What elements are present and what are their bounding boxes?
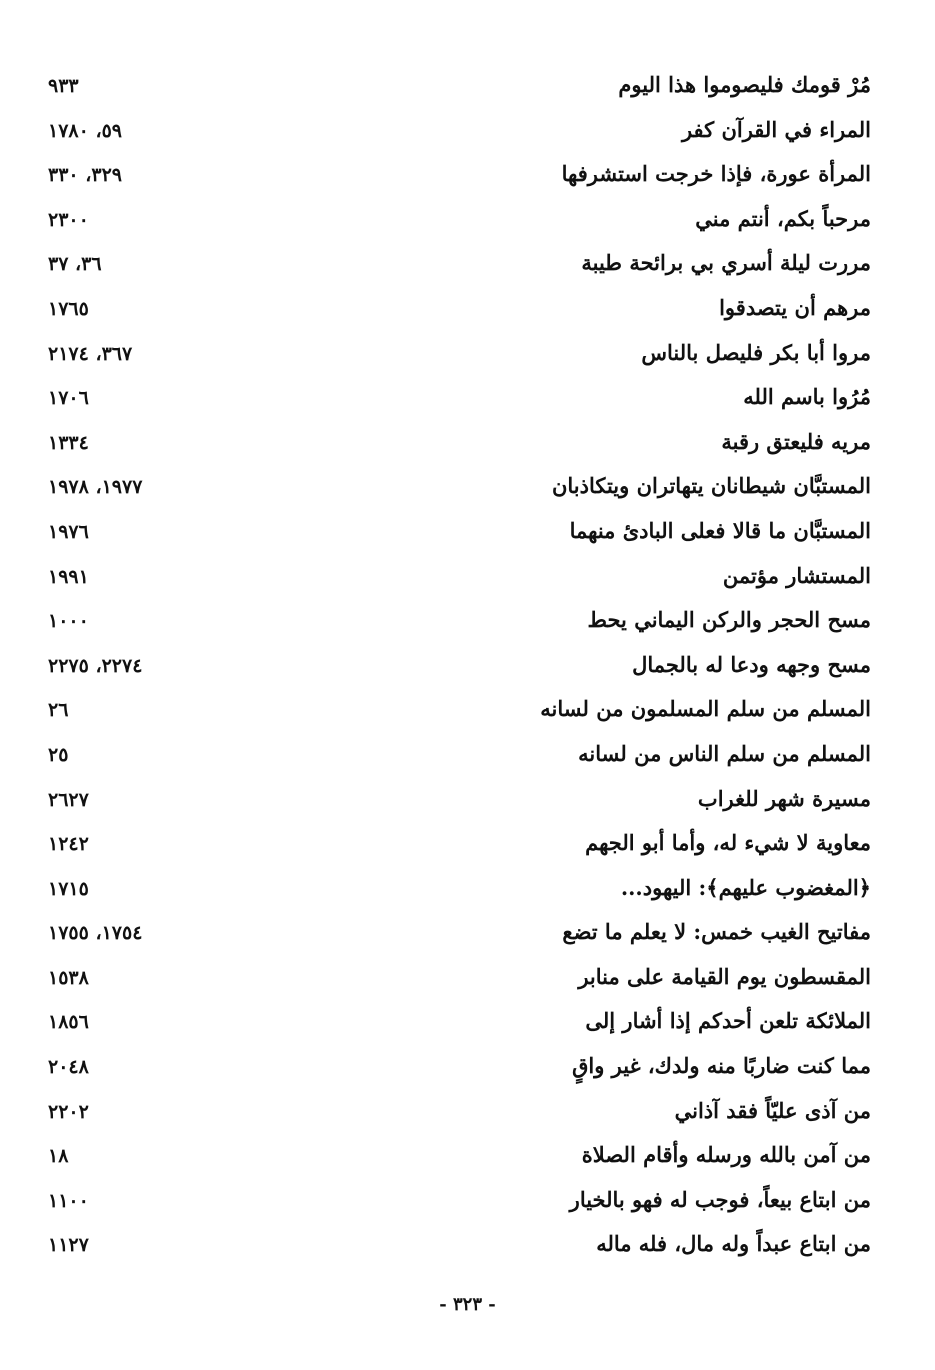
- hadith-reference-numbers: ١٥٣٨: [48, 966, 89, 989]
- hadith-incipit: المرأة عورة، فإذا خرجت استشرفها: [561, 161, 871, 187]
- hadith-incipit: المستشار مؤتمن: [722, 562, 871, 588]
- hadith-index-list: [0, 66, 935, 1270]
- hadith-reference-numbers: ٣٢٩، ٣٣٠: [48, 164, 122, 187]
- hadith-reference-numbers: ٢٦: [48, 699, 69, 722]
- index-entry: [0, 66, 935, 111]
- hadith-reference-numbers: ١٧٥٤، ١٧٥٥: [48, 922, 143, 945]
- hadith-incipit: مسيرة شهر للغراب: [697, 785, 871, 811]
- hadith-incipit: من آذى عليّاً فقد آذاني: [674, 1097, 871, 1123]
- hadith-reference-numbers: ٢٣٠٠: [48, 208, 89, 231]
- hadith-incipit: الملائكة تلعن أحدكم إذا أشار إلى: [585, 1008, 871, 1034]
- index-entry: [0, 111, 935, 156]
- index-entry: [0, 557, 935, 602]
- hadith-reference-numbers: ١٧٦٥: [48, 297, 89, 320]
- hadith-incipit: مسح وجهه ودعا له بالجمال: [632, 651, 871, 677]
- hadith-reference-numbers: ٥٩، ١٧٨٠: [48, 119, 122, 142]
- hadith-incipit: المستبَّان شيطانان يتهاتران ويتكاذبان: [551, 473, 871, 499]
- hadith-reference-numbers: ١٣٣٤: [48, 431, 89, 454]
- hadith-reference-numbers: ٢٢٧٤، ٢٢٧٥: [48, 654, 143, 677]
- hadith-reference-numbers: ٣٦٧، ٢١٧٤: [48, 342, 133, 365]
- hadith-incipit: مرهم أن يتصدقوا: [719, 294, 871, 320]
- hadith-reference-numbers: ٩٣٣: [48, 75, 79, 97]
- hadith-incipit: المستبَّان ما قالا فعلى البادئ منهما: [569, 517, 871, 543]
- hadith-incipit: ﴿المغضوب عليهم﴾: اليهود...: [620, 874, 871, 900]
- hadith-reference-numbers: ١٠٠٠: [48, 610, 89, 633]
- hadith-reference-numbers: ١٢٤٢: [48, 833, 89, 856]
- index-entry: [0, 155, 935, 200]
- hadith-reference-numbers: ١٩٧٦: [48, 520, 89, 543]
- index-entry: [0, 601, 935, 646]
- hadith-reference-numbers: ٢٢٠٢: [48, 1100, 89, 1123]
- index-entry: [0, 334, 935, 379]
- hadith-reference-numbers: ١٧١٥: [48, 877, 89, 900]
- index-entry: [0, 1047, 935, 1092]
- hadith-reference-numbers: ٢٦٢٧: [48, 788, 89, 811]
- hadith-reference-numbers: ١٨: [48, 1145, 69, 1168]
- index-entry: [0, 646, 935, 691]
- hadith-reference-numbers: ١٩٧٧، ١٩٧٨: [48, 476, 143, 499]
- hadith-incipit: معاوية لا شيء له، وأما أبو الجهم: [585, 830, 871, 856]
- hadith-incipit: من ابتاع عبداً وله مال، فله ماله: [596, 1231, 871, 1257]
- hadith-incipit: مما كنت ضاربًا منه ولدك، غير واقٍ: [572, 1053, 871, 1079]
- index-entry: [0, 869, 935, 914]
- hadith-incipit: مسح الحجر والركن اليماني يحط: [587, 607, 871, 633]
- hadith-reference-numbers: ١١٢٧: [48, 1234, 89, 1257]
- index-entry: [0, 1002, 935, 1047]
- index-entry: [0, 200, 935, 245]
- hadith-incipit: مريه فليعتق رقبة: [721, 428, 871, 454]
- hadith-reference-numbers: ٢٠٤٨: [48, 1056, 89, 1079]
- hadith-incipit: المسلم من سلم المسلمون من لسانه: [540, 696, 871, 722]
- index-entry: [0, 1092, 935, 1137]
- index-entry: [0, 1136, 935, 1181]
- index-entry: [0, 913, 935, 958]
- index-entry: [0, 1181, 935, 1226]
- index-entry: [0, 1225, 935, 1270]
- hadith-incipit: مُرْ قومك فليصوموا هذا اليوم: [618, 72, 871, 97]
- hadith-incipit: المسلم من سلم الناس من لسانه: [578, 740, 871, 766]
- hadith-reference-numbers: ١٧٠٦: [48, 387, 89, 410]
- index-entry: [0, 423, 935, 468]
- hadith-incipit: مفاتيح الغيب خمس: لا يعلم ما تضع: [562, 919, 871, 945]
- hadith-reference-numbers: ١٨٥٦: [48, 1011, 89, 1034]
- index-entry: [0, 244, 935, 289]
- hadith-reference-numbers: ٣٦، ٣٧: [48, 253, 102, 276]
- hadith-incipit: مررت ليلة أسري بي برائحة طيبة: [581, 250, 871, 276]
- hadith-incipit: مُرُوا باسم الله: [743, 384, 871, 410]
- hadith-incipit: مروا أبا بكر فليصل بالناس: [641, 339, 871, 365]
- hadith-reference-numbers: ٢٥: [48, 743, 69, 766]
- hadith-incipit: من ابتاع بيعاً، فوجب له فهو بالخيار: [569, 1186, 871, 1212]
- index-entry: [0, 735, 935, 780]
- index-entry: [0, 512, 935, 557]
- index-entry: [0, 289, 935, 334]
- index-entry: [0, 690, 935, 735]
- index-entry: [0, 378, 935, 423]
- hadith-reference-numbers: ١١٠٠: [48, 1189, 89, 1212]
- index-entry: [0, 958, 935, 1003]
- hadith-reference-numbers: ١٩٩١: [48, 565, 89, 588]
- hadith-incipit: من آمن بالله ورسله وأقام الصلاة: [581, 1142, 871, 1168]
- hadith-incipit: مرحباً بكم، أنتم مني: [695, 205, 871, 231]
- index-entry: [0, 467, 935, 512]
- index-entry: [0, 824, 935, 869]
- hadith-incipit: المراء في القرآن كفر: [681, 116, 871, 142]
- hadith-incipit: المقسطون يوم القيامة على منابر: [578, 963, 871, 989]
- index-entry: [0, 780, 935, 825]
- page-number: - ٣٢٣ -: [439, 1294, 496, 1315]
